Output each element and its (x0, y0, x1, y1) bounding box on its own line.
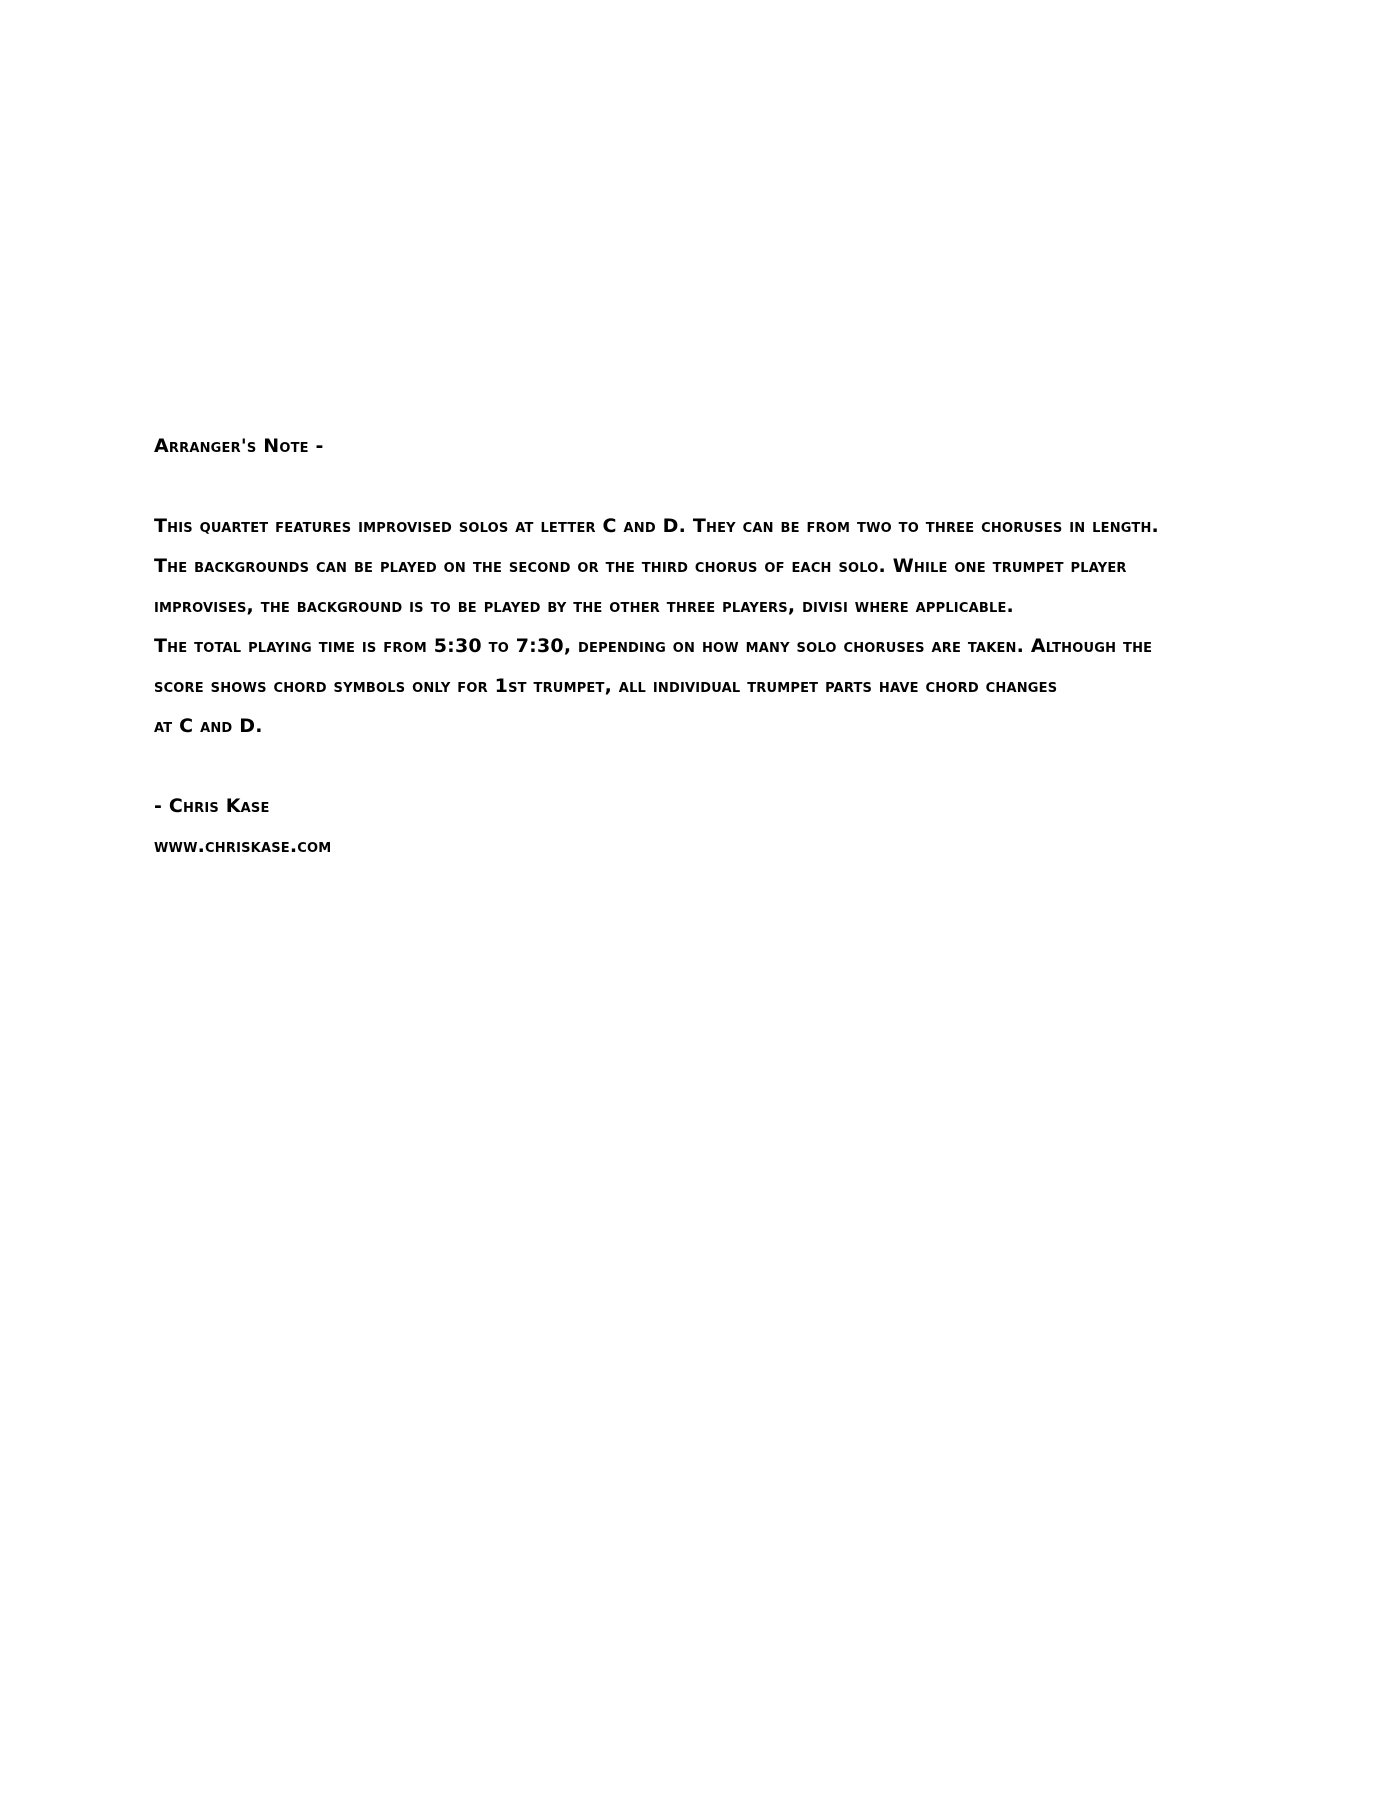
note-body-line: improvises, the background is to be played by the other three players, divisi where applicable. (154, 595, 1014, 617)
note-body-line: The backgrounds can be played on the second or the third chorus of each solo. While one trumpet player (154, 555, 1127, 577)
note-body-line: score shows chord symbols only for 1st trumpet, all individual trumpet parts have chord changes (154, 675, 1058, 697)
author-website: www.chriskase.com (154, 835, 332, 857)
note-heading: Arranger's Note - (154, 435, 324, 457)
author-signature: - Chris Kase (154, 795, 270, 817)
spacer (154, 746, 1274, 786)
note-body (154, 506, 1274, 746)
note-body-line: This quartet features improvised solos at letter C and D. They can be from two to three choruses in length. (154, 515, 1159, 537)
arrangers-note (154, 426, 1274, 866)
spacer (154, 466, 1274, 506)
note-body-line: The total playing time is from 5:30 to 7:30, depending on how many solo choruses are taken. Although the (154, 635, 1153, 657)
note-body-line: at C and D. (154, 715, 263, 737)
